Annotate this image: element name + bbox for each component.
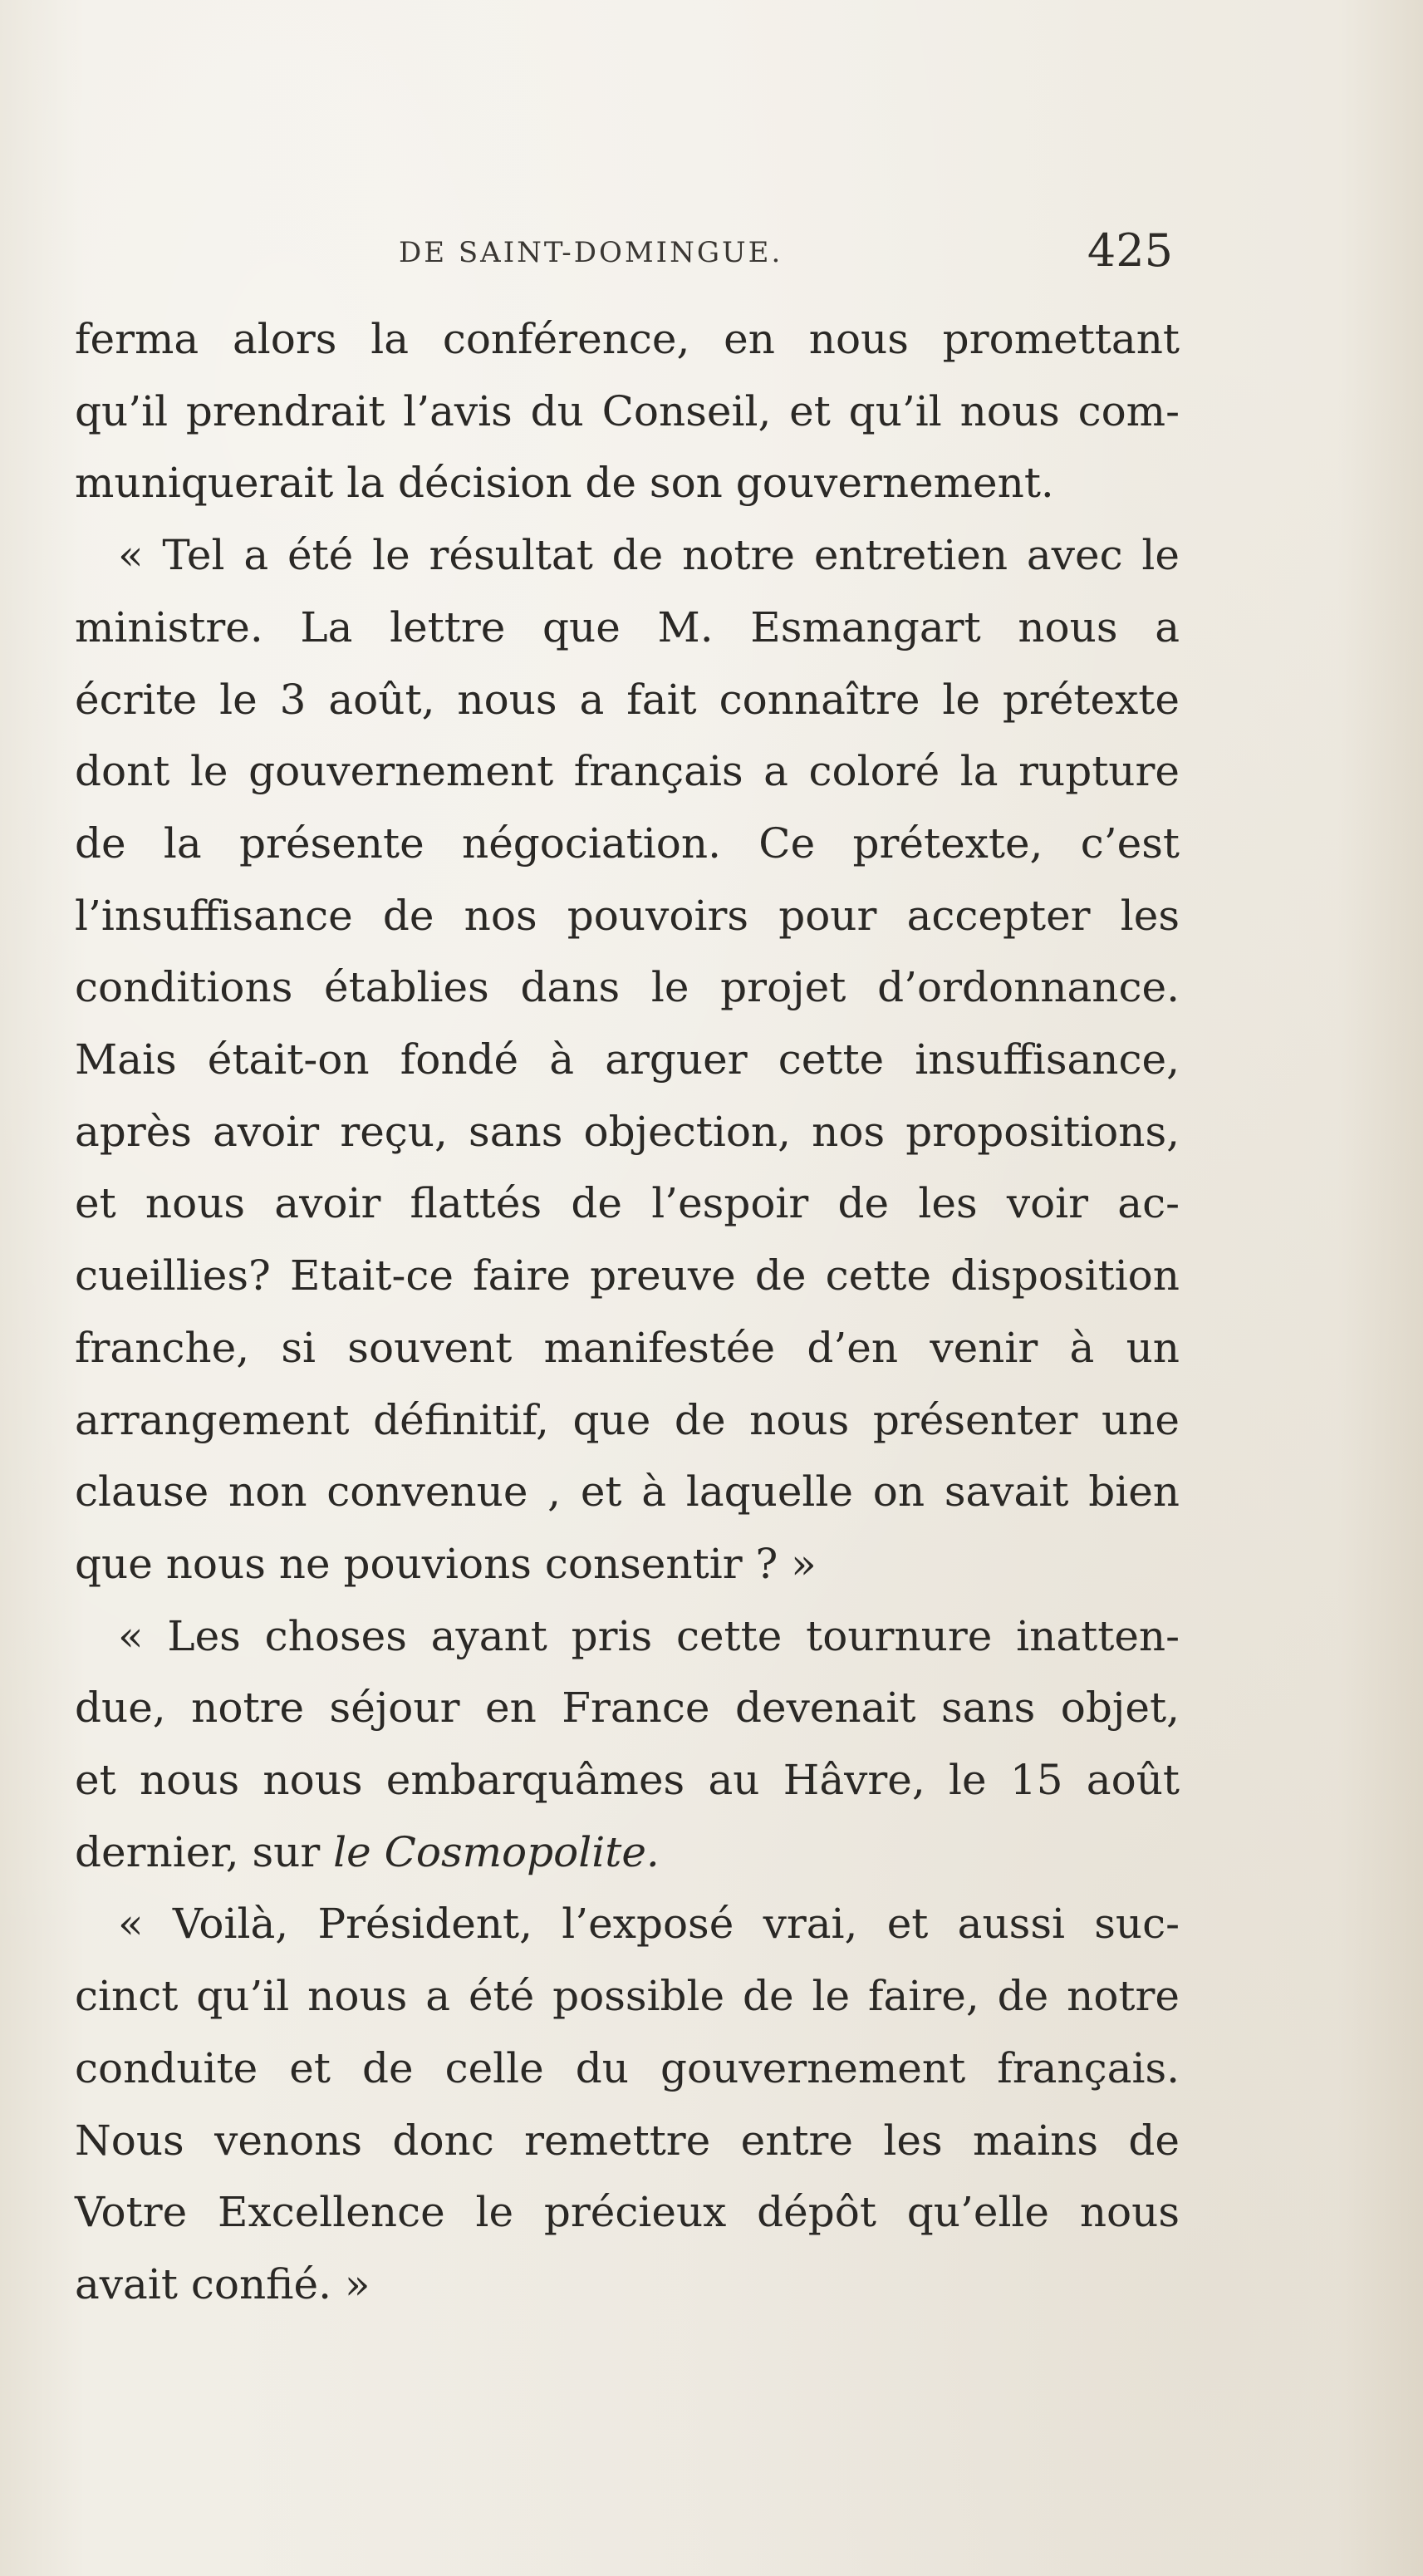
text-line: franche, si souvent manifestée d’en venir à un [75,1323,1180,1372]
text-line: Nous venons donc remettre entre les mains de [75,2116,1180,2165]
text-line: ministre. La lettre que M. Esmangart nous a [75,602,1180,651]
text-line: après avoir reçu, sans objection, nos propositions, [75,1107,1180,1156]
text-line: conduite et de celle du gouvernement français. [75,2043,1180,2092]
text-line: conditions établies dans le projet d’ordonnance. [75,963,1180,1012]
text-line: cueillies? Etait-ce faire preuve de cette disposition [75,1251,1180,1300]
body-text [75,303,1180,2321]
text-line: Mais était-on fondé à arguer cette insuffisance, [75,1035,1180,1084]
text-line [75,1816,1180,1889]
text-line: avait confié. » [75,2259,370,2308]
text-line: « Les choses ayant pris cette tournure inatten- [118,1611,1180,1660]
page-number: 425 [1087,224,1173,277]
text-line: et nous nous embarquâmes au Hâvre, le 15 août [75,1756,1180,1805]
text-line: l’insuffisance de nos pouvoirs pour accepter les [75,891,1180,940]
text-line: muniquerait la décision de son gouvernement. [75,459,1054,508]
running-title: DE SAINT-DOMINGUE. [399,236,783,269]
text-line: Votre Excellence le précieux dépôt qu’elle nous [75,2188,1180,2237]
paragraph-3 [75,1600,1180,1889]
ship-name: le Cosmopolite. [333,1827,660,1876]
text-line-prefix: dernier, sur [75,1827,334,1876]
paragraph-4 [75,1888,1180,2320]
running-head [75,224,1171,291]
text-line: « Tel a été le résultat de notre entretien avec le [118,531,1180,580]
text-line: dont le gouvernement français a coloré la rupture [75,747,1180,796]
text-line: écrite le 3 août, nous a fait connaître le prétexte [75,675,1180,724]
text-line: et nous avoir flattés de l’espoir de les voir ac- [75,1179,1180,1228]
text-line: ferma alors la conférence, en nous promettant [75,315,1180,363]
text-line: due, notre séjour en France devenait sans objet, [75,1684,1180,1733]
paragraph-1 [75,303,1180,519]
text-line: clause non convenue , et à laquelle on savait bien [75,1467,1180,1517]
paragraph-2 [75,519,1180,1600]
text-line: « Voilà, Président, l’exposé vrai, et aussi suc- [118,1900,1180,1949]
text-line: arrangement définitif, que de nous présenter une [75,1395,1180,1444]
text-line: de la présente négociation. Ce prétexte, c’est [75,819,1180,868]
text-line: qu’il prendrait l’avis du Conseil, et qu’il nous com- [75,386,1180,435]
text-line: que nous ne pouvions consentir ? » [75,1539,817,1588]
text-line: cinct qu’il nous a été possible de le faire, de notre [75,1972,1180,2021]
